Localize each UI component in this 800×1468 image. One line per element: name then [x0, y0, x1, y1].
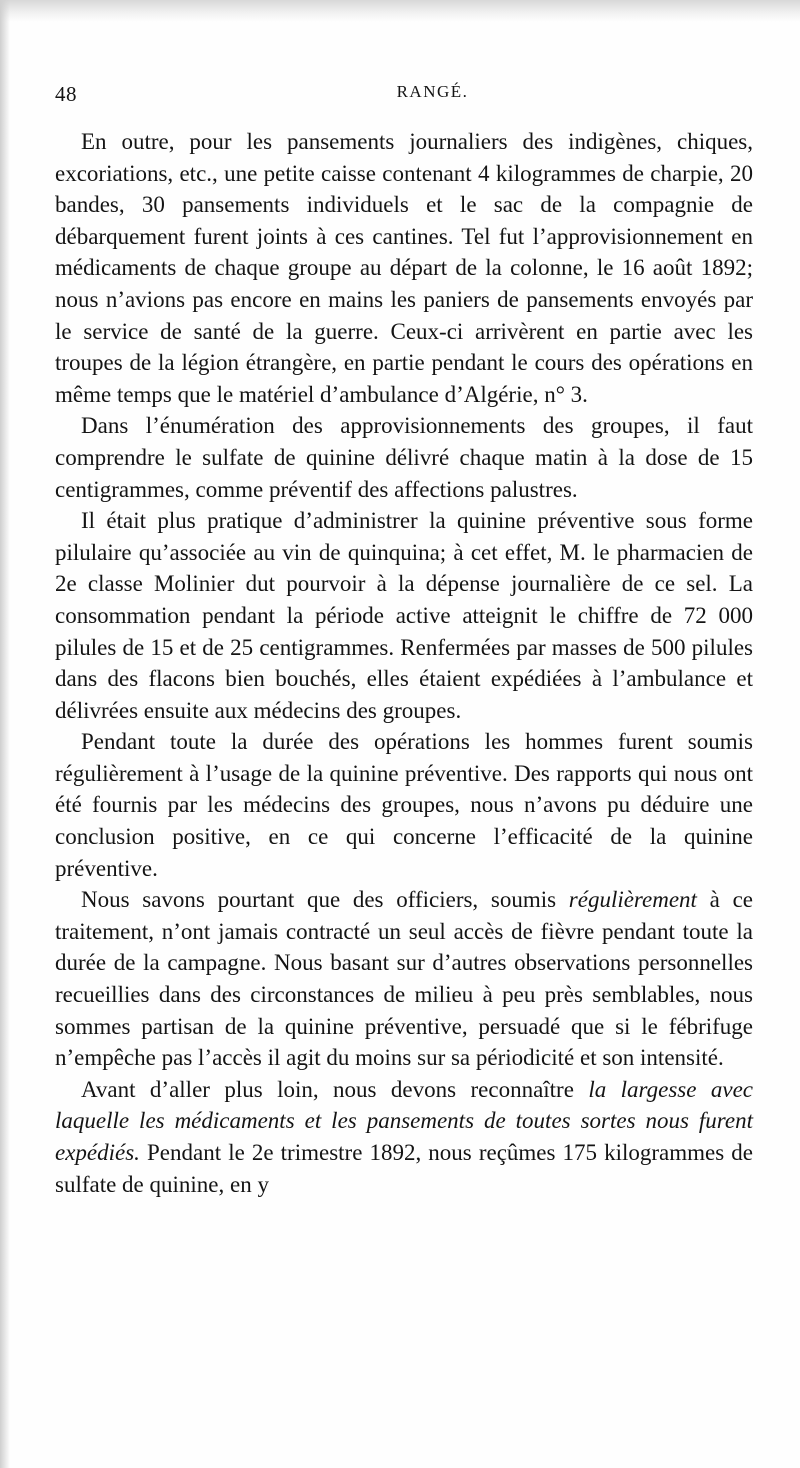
paragraph-5-end: à ce traitement, n’ont jamais contracté un seul accès de fièvre pendant toute la durée de la campagne. Nous basant sur d’autres observations personnelles recueillies dans des circonstances de milieu à peu près semblables, nous sommes partisan de la quinine préventive, persuadé que si le fébrifuge n’empêche pas l’accès il agit du moins sur sa périodicité et son intensité.	[55, 887, 753, 1071]
paragraph-3: Il était plus pratique d’administrer la quinine préventive sous forme pilulaire qu’associée au vin de quinquina; à cet effet, M. le pharmacien de 2e classe Molinier dut pourvoir à la dépense journalière de ce sel. La consommation pendant la période active atteignit le chiffre de 72 000 pilules de 15 et de 25 centigrammes. Renfermées par masses de 500 pilules dans des flacons bien bouchés, elles étaient expédiées à l’ambulance et délivrées ensuite aux médecins des groupes.	[55, 508, 753, 723]
page-header	[55, 82, 750, 106]
paragraph-4: Pendant toute la durée des opérations les hommes furent soumis régulièrement à l’usage de la quinine préventive. Des rapports qui nous ont été fournis par les médecins des groupes, nous n’avons pu déduire une conclusion positive, en ce qui concerne l’efficacité de la quinine préventive.	[55, 729, 753, 881]
paragraph-5-emphasis: régulièrement	[568, 887, 697, 913]
paragraph-6	[55, 1074, 753, 1200]
paragraph-1: En outre, pour les pansements journaliers des indigènes, chiques, excoriations, etc., une petite caisse contenant 4 kilogrammes de charpie, 20 bandes, 30 pansements individuels et le sac de la compagnie de débarquement furent joints à ces cantines. Tel fut l’approvisionnement en médicaments de chaque groupe au départ de la colonne, le 16 août 1892; nous n’avions pas encore en mains les paniers de pansements envoyés par le service de santé de la guerre. Ceux-ci arrivèrent en partie avec les troupes de la légion étrangère, en partie pendant le cours des opérations en même temps que le matériel d’ambulance d’Algérie, n° 3.	[55, 129, 753, 407]
paragraph-5	[55, 884, 753, 1074]
paragraph-5-start: Nous savons pourtant que des officiers, soumis	[81, 887, 569, 913]
page-gutter-shadow	[0, 0, 10, 1468]
body-text	[55, 126, 753, 1200]
running-head: RANGÉ.	[396, 82, 469, 101]
page-edge-shadow	[0, 0, 800, 22]
paragraph-6-start: Avant d’aller plus loin, nous devons reconnaître	[81, 1076, 589, 1102]
paragraph-6-end: Pendant le 2e trimestre 1892, nous reçûmes 175 kilogrammes de sulfate de quinine, en y	[55, 1140, 753, 1197]
paragraph-6-emphasis: la largesse avec laquelle les médicaments et les pansements de toutes sortes nous furent expédiés.	[55, 1076, 753, 1165]
paragraph-2: Dans l’énumération des approvisionnements des groupes, il faut comprendre le sulfate de quinine délivré chaque matin à la dose de 15 centigrammes, comme préventif des affections palustres.	[55, 413, 753, 502]
page-number: 48	[55, 82, 77, 106]
